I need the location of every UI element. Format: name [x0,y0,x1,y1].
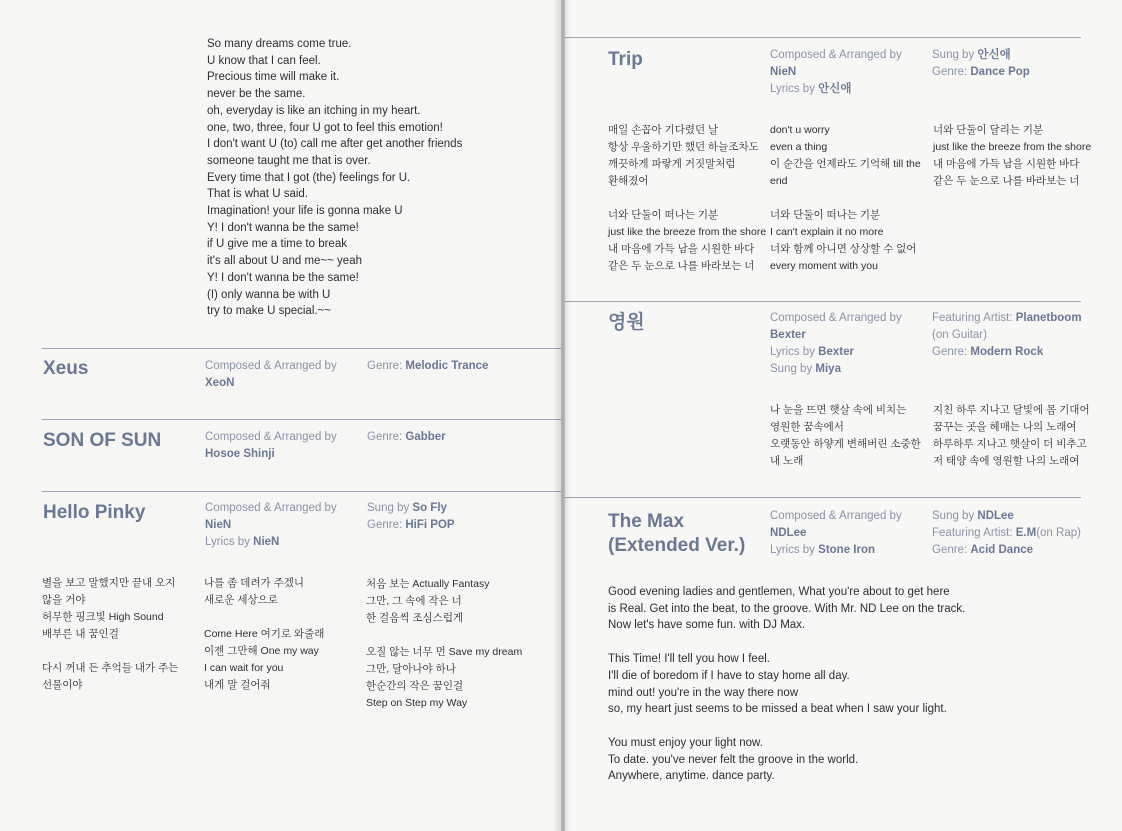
lyric-line: 이젠 그만해 One my way [204,645,319,657]
lyric-line: 지친 하루 지나고 달빛에 몸 기대어 [933,404,1090,416]
lyric-line: So many dreams come true. [207,38,352,50]
lyric-line: You must enjoy your light now. [608,736,763,749]
credits-youngwon [770,310,902,378]
hello-pinky-lyrics-col1 [42,575,178,694]
trip-lyrics-col1 [608,122,766,275]
lyricist-name: NieN [253,536,280,548]
lyric-line: 저 태양 속에 영원할 나의 노래여 [933,455,1080,467]
lyric-line: 이 순간을 언제라도 기억해 till the [770,158,921,170]
lyrics-label: Lyrics by [770,544,815,556]
right-page [565,0,1122,831]
lyric-line: 다시 꺼내 든 추억들 내가 주는 [42,662,179,674]
youngwon-lyrics-col2 [770,402,921,470]
section-divider [565,301,1081,302]
track-title-hello-pinky: Hello Pinky [43,502,146,523]
intro-lyrics [207,36,462,320]
lyric-line: so, my heart just seems to be missed a beat when I saw your light. [608,703,947,716]
genre-label: Genre: [367,431,403,443]
composed-label: Composed & Arranged by [770,312,902,324]
genre-value: HiFi POP [405,519,455,531]
composed-label: Composed & Arranged by [205,502,337,514]
lyric-line: 오질 않는 너무 먼 Save my dream [366,646,523,658]
lyric-line: it's all about U and me~~ yeah [207,255,362,268]
lyric-line: if U give me a time to break [207,238,347,251]
lyric-line: 같은 두 눈으로 나를 바라보는 너 [933,175,1080,187]
credits-the-max [770,508,902,559]
trip-lyrics-col3 [933,122,1091,190]
lyric-line: one, two, three, four U got to feel this emotion! [207,121,443,134]
composer-name: XeoN [205,377,235,389]
composed-label: Composed & Arranged by [205,360,337,372]
lyric-line: 오랫동안 하얗게 변해버린 소중한 [770,438,921,450]
lyric-line: Come Here 여기로 와줄래 [204,628,325,640]
singer-genre-trip [932,47,1030,81]
lyric-line: 새로운 세상으로 [204,594,278,606]
credits-son-of-sun [205,429,337,463]
track-title-trip: Trip [608,49,643,70]
lyric-line: 매일 손꼽아 기다렸던 날 [608,124,719,136]
genre-value: Gabber [405,431,446,443]
composed-label: Composed & Arranged by [770,510,902,522]
featuring-artist: E.M [1015,527,1037,539]
lyric-line: That is what U said. [207,188,308,201]
lyric-line: 나를 좀 데려가 주겠니 [204,577,305,589]
lyric-line: Anywhere, anytime. dance party. [608,770,775,783]
featuring-genre-youngwon [932,310,1082,361]
singer-name: NDLee [977,510,1014,522]
featuring-note: (on Rap) [1036,527,1081,539]
lyric-line: 같은 두 눈으로 나를 바라보는 너 [608,260,755,272]
lyric-line: every moment with you [770,260,878,272]
genre-label: Genre: [932,346,968,358]
lyric-line: U know that I can feel. [207,54,321,67]
composer-name: NieN [770,66,797,78]
lyric-line: Precious time will make it. [207,71,340,84]
lyric-line: To date. you've never felt the groove in the world. [608,753,859,766]
genre-label: Genre: [367,360,403,372]
lyric-line: This Time! I'll tell you how I feel. [608,653,770,666]
composed-label: Composed & Arranged by [205,431,337,443]
lyric-line: 너와 단둘이 달리는 기분 [933,124,1044,136]
lyric-line: Step on Step my Way [366,697,468,709]
genre-label: Genre: [932,66,968,78]
lyric-line: mind out! you're in the way there now [608,686,799,699]
section-divider [565,37,1081,38]
lyric-line: 너와 단둘이 떠나는 기분 [770,209,881,221]
lyric-line: Y! I don't wanna be the same! [207,271,359,284]
lyric-line: 그만, 그 속에 작은 너 [366,595,462,607]
lyric-line: 하루하루 지나고 햇살이 더 비추고 [933,438,1087,450]
singer-name: 안신애 [977,49,1011,61]
lyric-line: don't u worry [770,124,830,136]
composer-name: NieN [205,519,232,531]
lyric-line: 깨끗하게 파랗게 거짓말처럼 [608,158,736,170]
singer-name: Miya [815,363,841,375]
lyric-line: 영원한 꿈속에서 [770,421,844,433]
lyric-line: Y! I don't wanna be the same! [207,221,359,234]
sung-label: Sung by [932,49,975,61]
track-title-youngwon: 영원 [608,312,645,333]
genre-value: Melodic Trance [405,360,489,372]
lyric-line: is Real. Get into the beat, to the groove. With Mr. ND Lee on the track. [608,602,966,615]
youngwon-lyrics-col3 [933,402,1090,470]
featuring-note: (on Guitar) [932,329,987,341]
lyric-line: end [770,175,788,187]
lyricist-name: Bexter [818,346,854,358]
composer-name: Bexter [770,329,806,341]
lyric-line: 배부른 내 꿈인걸 [42,628,119,640]
section-divider [42,419,561,420]
title-line: (Extended Ver.) [608,535,746,556]
lyric-line: (I) only wanna be with U [207,288,331,301]
sung-label: Sung by [932,510,975,522]
page-gutter [553,0,571,831]
lyrics-label: Lyrics by [205,536,250,548]
track-title-the-max [608,510,745,558]
lyrics-label: Lyrics by [770,346,815,358]
lyricist-name: 안신애 [818,83,852,95]
composed-label: Composed & Arranged by [770,49,902,61]
lyric-line: 그만, 달아나야 하나 [366,663,456,675]
lyric-line: just like the breeze from the shore [608,226,767,238]
hello-pinky-lyrics-col3 [366,576,522,712]
credits-hello-pinky [205,500,337,551]
genre-son-of-sun [367,429,446,446]
section-divider [42,491,561,492]
singer-featuring-genre-the-max [932,508,1081,559]
lyric-line: 선물이야 [42,679,83,691]
lyric-line: 한 걸음씩 조심스럽게 [366,612,464,624]
lyric-line: 않을 거야 [42,594,86,606]
featuring-label: Featuring Artist: [932,312,1013,324]
lyric-line: 내 마음에 가득 남을 시원한 바다 [608,243,755,255]
lyric-line: oh, everyday is like an itching in my heart. [207,104,421,117]
lyricist-name: Stone Iron [818,544,876,556]
section-divider [565,497,1081,498]
credits-trip [770,47,902,98]
lyric-line: Every time that I got (the) feelings for U. [207,171,411,184]
lyric-line: I'll die of boredom if I have to stay home all day. [608,669,850,682]
lyric-line: 환해졌어 [608,175,649,187]
lyric-line: 허무한 핑크빛 High Sound [42,611,164,623]
lyric-line: Imagination! your life is gonna make U [207,205,403,218]
title-line: The Max [608,511,685,532]
lyric-line: 너와 함께 아니면 상상할 수 없어 [770,243,917,255]
featuring-artist: Planetboom [1015,312,1082,324]
genre-label: Genre: [932,544,968,556]
genre-label: Genre: [367,519,403,531]
hello-pinky-lyrics-col2 [204,575,324,694]
genre-value: Acid Dance [970,544,1034,556]
composer-name: NDLee [770,527,807,539]
lyric-line: even a thing [770,141,828,153]
section-divider [42,348,561,349]
lyric-line: 별을 보고 말했지만 끝내 오지 [42,577,176,589]
lyric-line: I don't want U (to) call me after get another friends [207,138,463,151]
genre-value: Modern Rock [970,346,1044,358]
lyric-line: 처음 보는 Actually Fantasy [366,578,490,590]
lyric-line: 항상 우울하기만 했던 하늘조차도 [608,141,759,153]
lyric-line: I can wait for you [204,662,284,674]
track-title-xeus: Xeus [43,358,89,379]
lyric-line: Now let's have some fun. with DJ Max. [608,619,806,632]
lyric-line: Good evening ladies and gentlemen, What you're about to get here [608,586,950,598]
the-max-lyrics [608,584,965,785]
genre-value: Dance Pop [970,66,1030,78]
singer-genre-hello-pinky [367,500,455,534]
lyrics-label: Lyrics by [770,83,815,95]
featuring-label: Featuring Artist: [932,527,1013,539]
lyric-line: 내 노래 [770,455,804,467]
singer-name: So Fly [412,502,447,514]
lyric-line: 내게 말 걸어줘 [204,679,271,691]
genre-xeus [367,358,488,375]
lyric-line: try to make U special.~~ [207,305,331,318]
lyric-line: just like the breeze from the shore [933,141,1092,153]
credits-xeus [205,358,337,392]
lyric-line: I can't explain it no more [770,226,884,238]
track-title-son-of-sun: SON OF SUN [43,430,162,451]
lyric-line: 내 마음에 가득 남을 시원한 바다 [933,158,1080,170]
lyric-line: never be the same. [207,88,306,101]
composer-name: Hosoe Shinji [205,448,275,460]
lyric-line: 나 눈을 뜨면 햇살 속에 비치는 [770,404,907,416]
lyric-line: 한순간의 작은 꿈인걸 [366,680,464,692]
lyric-line: 꿈꾸는 곳을 헤매는 나의 노래여 [933,421,1077,433]
trip-lyrics-col2 [770,122,921,275]
lyric-line: someone taught me that is over. [207,154,371,167]
sung-label: Sung by [367,502,410,514]
sung-label: Sung by [770,363,813,375]
lyric-line: 너와 단둘이 떠나는 기분 [608,209,719,221]
